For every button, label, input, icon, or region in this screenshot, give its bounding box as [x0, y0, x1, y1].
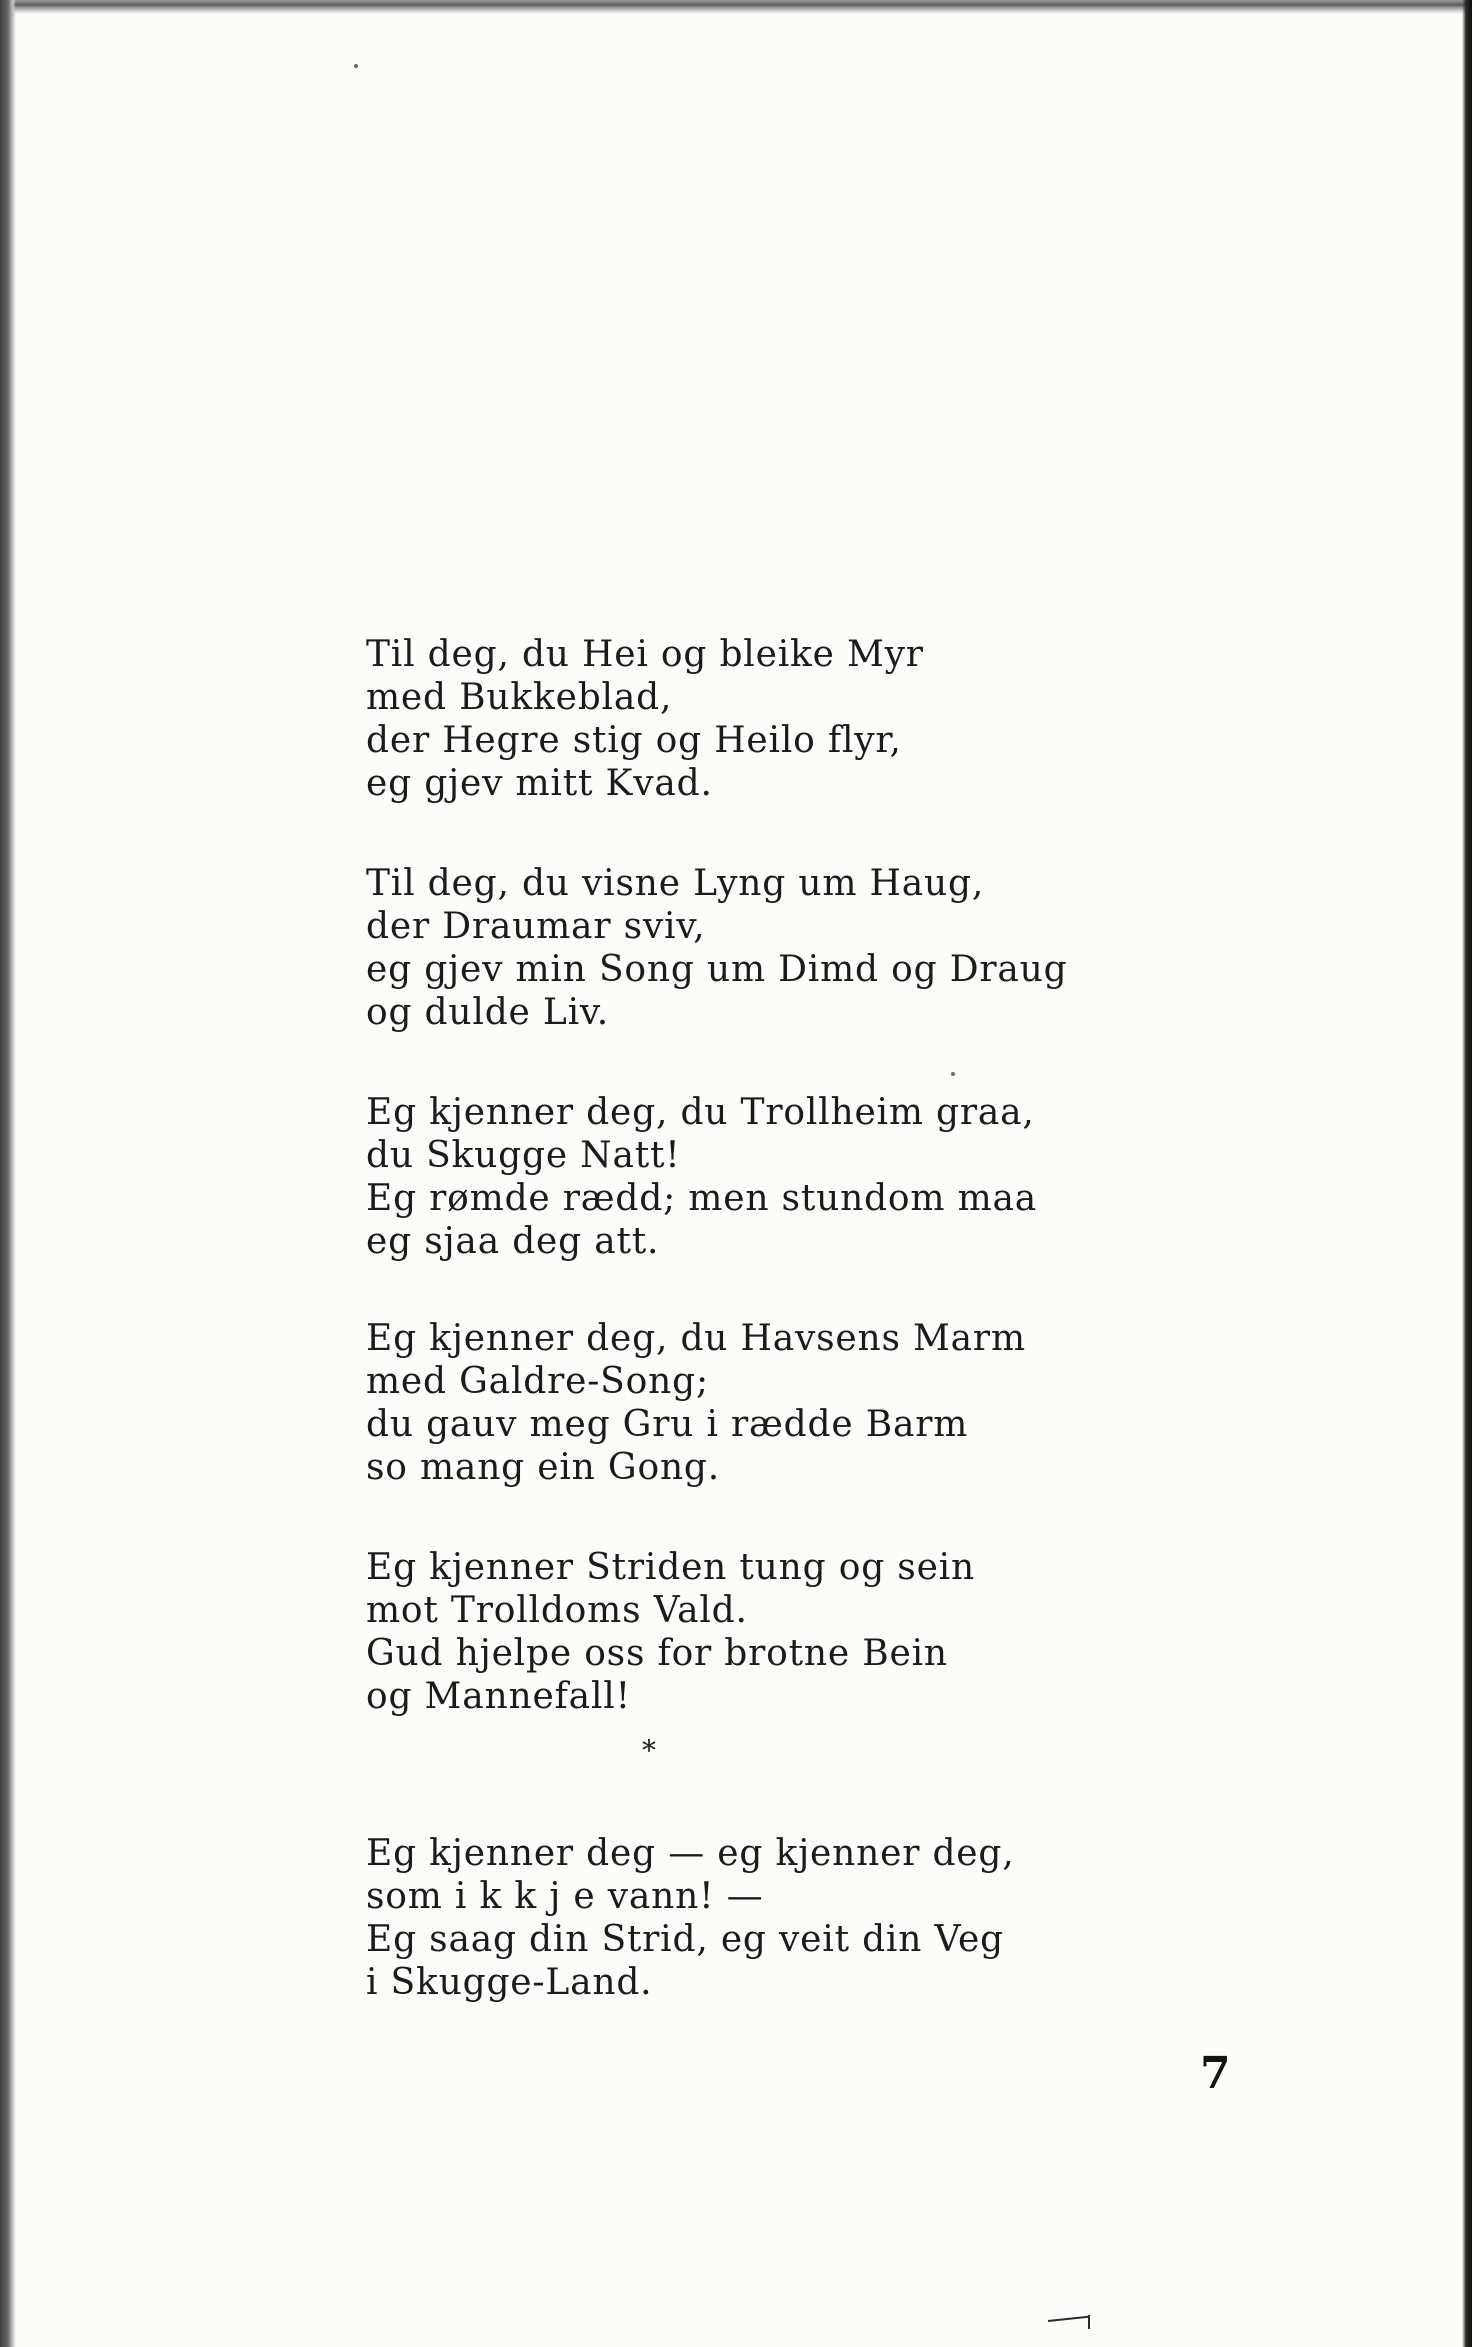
poem-line: Eg kjenner deg, du Trollheim graa, [366, 1092, 1035, 1133]
scan-mark [1048, 2316, 1090, 2322]
scan-speck [951, 1072, 955, 1076]
poem-line: eg gjev mitt Kvad. [366, 763, 713, 804]
poem-line: Eg saag din Strid, eg veit din Veg [366, 1919, 1004, 1960]
poem-line: Til deg, du visne Lyng um Haug, [366, 863, 985, 904]
poem-line: der Hegre stig og Heilo flyr, [366, 720, 902, 761]
scan-edge-left [0, 0, 16, 2347]
poem-line: du Skugge Natt! [366, 1135, 681, 1176]
stanza-5 [366, 1546, 975, 1718]
poem-line: du gauv meg Gru i rædde Barm [366, 1404, 969, 1445]
stanza-3 [366, 1091, 1037, 1263]
scan-speck [354, 64, 358, 68]
poem-line: som i k k j e vann! — [366, 1876, 764, 1917]
stanza-6 [366, 1832, 1015, 2004]
poem-line: der Draumar sviv, [366, 906, 706, 947]
scan-edge-right [1462, 0, 1472, 2347]
stanza-1 [366, 633, 924, 805]
poem-line: eg gjev min Song um Dimd og Draug [366, 949, 1068, 990]
poem-line: Til deg, du Hei og bleike Myr [366, 634, 924, 675]
poem-line: Eg rømde rædd; men stundom maa [366, 1178, 1038, 1219]
section-separator-asterisk: * [642, 1734, 656, 1767]
poem-line: mot Trolldoms Vald. [366, 1590, 748, 1631]
page-number: 7 [1200, 2048, 1231, 2099]
poem-line: Eg kjenner deg, du Havsens Marm [366, 1318, 1026, 1359]
poem-line: med Galdre-Song; [366, 1361, 709, 1402]
scan-edge-top [0, 0, 1472, 14]
poem-line: og dulde Liv. [366, 992, 610, 1033]
poem-line: og Mannefall! [366, 1676, 631, 1717]
poem-line: so mang ein Gong. [366, 1447, 721, 1488]
poem-line: Eg kjenner Striden tung og sein [366, 1547, 975, 1588]
poem-line: Gud hjelpe oss for brotne Bein [366, 1633, 948, 1674]
poem-line: eg sjaa deg att. [366, 1221, 660, 1262]
stanza-4 [366, 1317, 1026, 1489]
poem-line: i Skugge-Land. [366, 1962, 653, 2003]
stanza-2 [366, 862, 1067, 1034]
poem-line: Eg kjenner deg — eg kjenner deg, [366, 1833, 1015, 1874]
scan-mark [1088, 2315, 1090, 2329]
poem-line: med Bukkeblad, [366, 677, 673, 718]
